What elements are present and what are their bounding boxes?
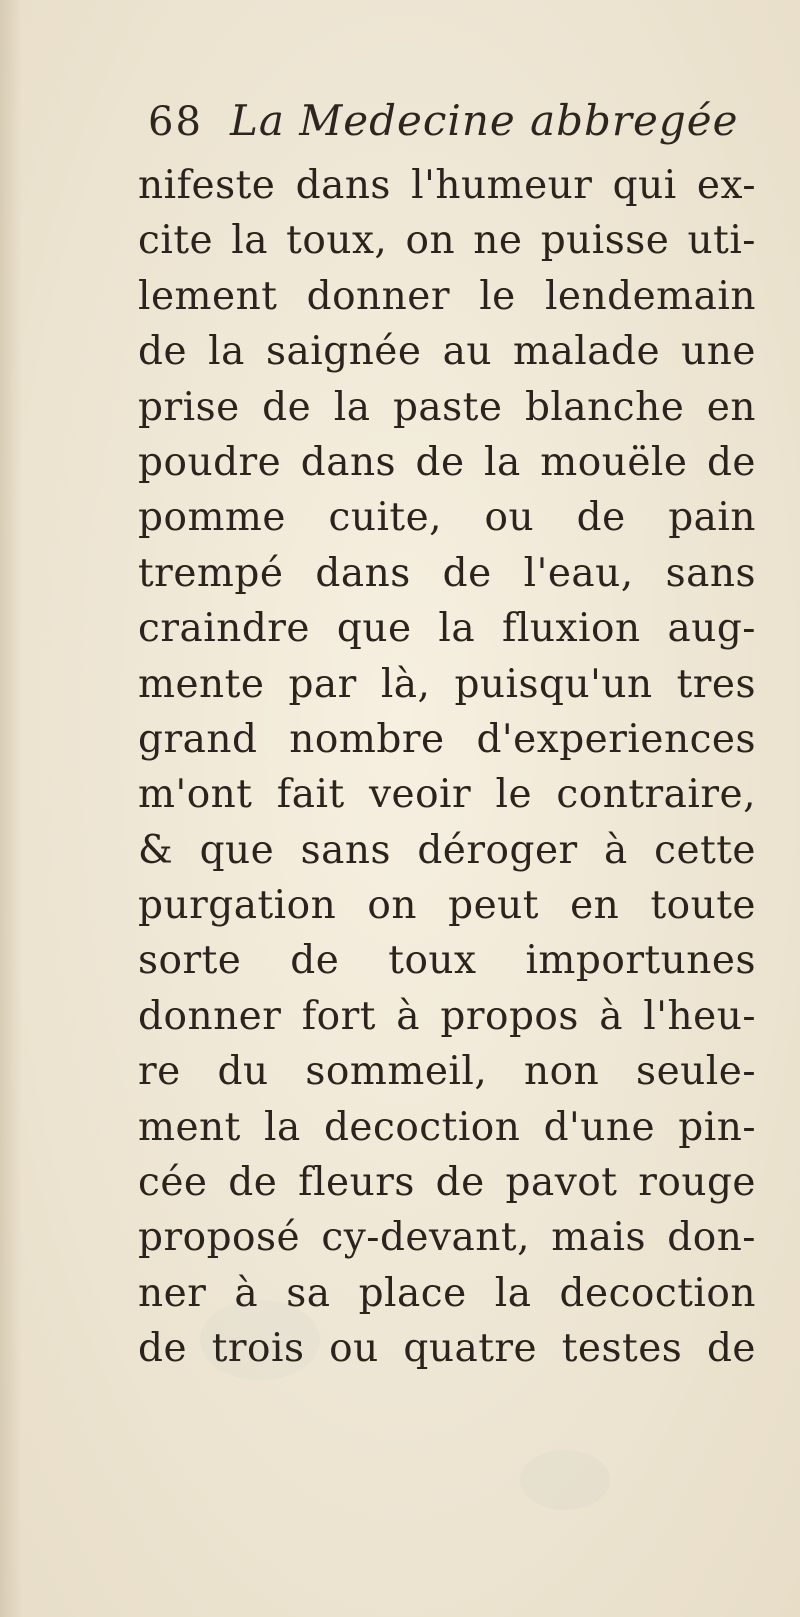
text-line-13: & que sans déroger à cette — [138, 827, 756, 873]
text-line-4: de la saignée au malade une — [138, 329, 756, 375]
text-line-8: trempé dans de l'eau, sans — [138, 550, 756, 596]
text-line-7: pomme cuite, ou de pain — [138, 495, 756, 541]
page-edge-shadow — [0, 0, 22, 1617]
text-line-3: lement donner le lendemain — [138, 273, 756, 319]
page-header — [148, 96, 738, 156]
text-line-22: de trois ou quatre testes de — [138, 1326, 756, 1372]
text-line-9: craindre que la fluxion aug- — [138, 606, 756, 652]
text-line-17: re du sommeil, non seule- — [138, 1049, 756, 1095]
body-text — [138, 158, 756, 1377]
text-line-14: purgation on peut en toute — [138, 883, 756, 929]
text-line-12: m'ont fait veoir le contraire, — [138, 772, 756, 818]
page-number: 68 — [148, 99, 203, 145]
text-line-16: donner fort à propos à l'heu- — [138, 993, 756, 1039]
running-title: La Medecine abbregée — [230, 96, 739, 145]
text-line-1: nifeste dans l'humeur qui ex- — [138, 163, 756, 208]
text-line-6: poudre dans de la mouële de — [138, 439, 756, 485]
text-line-21: ner à sa place la decoction — [138, 1270, 756, 1316]
text-line-15: sorte de toux importunes — [138, 938, 756, 984]
paper-stain — [520, 1450, 610, 1510]
text-line-5: prise de la paste blanche en — [138, 384, 756, 430]
text-line-19: cée de fleurs de pavot rouge — [138, 1160, 756, 1206]
text-line-10: mente par là, puisqu'un tres — [138, 661, 756, 707]
text-line-18: ment la decoction d'une pin- — [138, 1104, 756, 1150]
text-line-11: grand nombre d'experiences — [138, 716, 756, 762]
text-line-2: cite la toux, on ne puisse uti- — [138, 218, 756, 264]
text-line-20: proposé cy-devant, mais don- — [138, 1215, 756, 1261]
